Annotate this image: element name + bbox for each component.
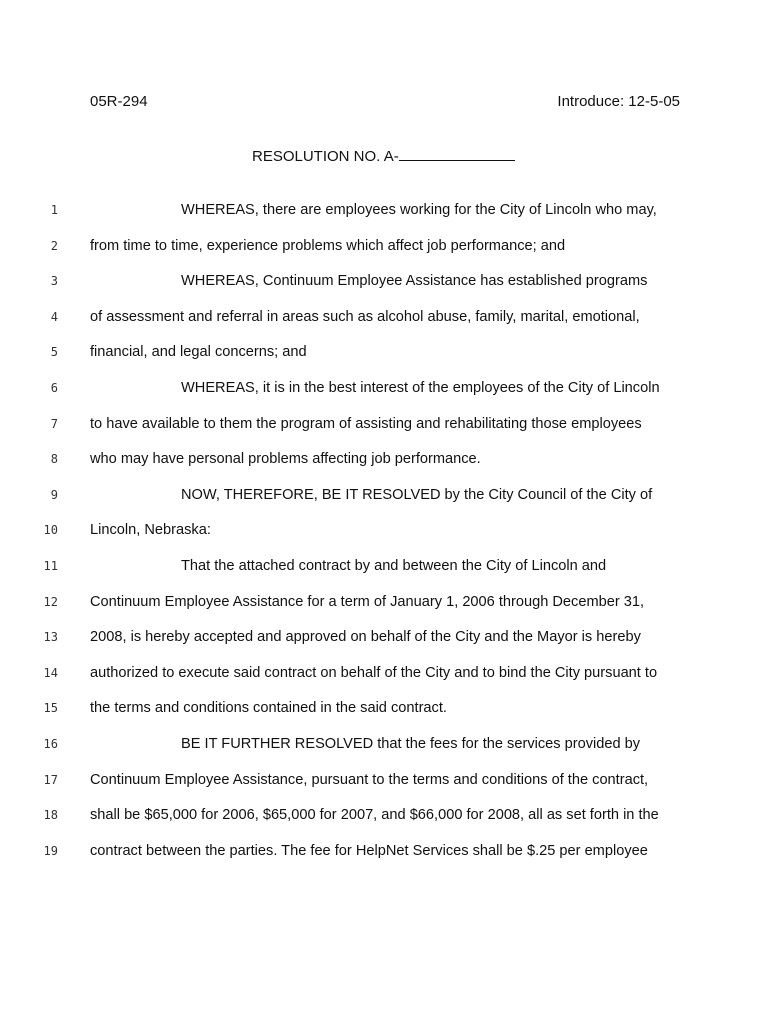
body-line <box>0 697 770 719</box>
body-line <box>0 235 770 257</box>
line-number: 18 <box>43 808 58 823</box>
line-text: from time to time, experience problems which affect job performance; and <box>90 237 566 254</box>
line-text: Lincoln, Nebraska: <box>90 522 211 539</box>
body-line <box>0 804 770 826</box>
line-number: 2 <box>50 238 58 253</box>
resolution-title <box>252 146 515 167</box>
line-number: 11 <box>43 559 58 573</box>
body-line <box>0 306 770 328</box>
line-number: 9 <box>50 487 58 502</box>
introduce-date: Introduce: 12-5-05 <box>557 93 680 110</box>
line-text: WHEREAS, Continuum Employee Assistance has established programs <box>181 273 648 290</box>
body-line <box>0 840 770 862</box>
line-text: WHEREAS, there are employees working for the City of Lincoln who may, <box>181 202 657 218</box>
body-line <box>0 199 770 221</box>
document-id: 05R-294 <box>90 93 148 110</box>
line-text: Continuum Employee Assistance for a term of January 1, 2006 through December 31, <box>90 593 645 610</box>
body-line <box>0 769 770 791</box>
body-line <box>0 626 770 648</box>
line-text: shall be $65,000 for 2006, $65,000 for 2007, and $66,000 for 2008, all as set forth in the <box>90 807 659 824</box>
line-number: 6 <box>50 381 58 395</box>
line-number: 17 <box>43 772 58 787</box>
line-number: 13 <box>43 630 58 645</box>
line-number: 1 <box>50 203 58 217</box>
line-text: BE IT FURTHER RESOLVED that the fees for the services provided by <box>181 736 641 752</box>
resolution-number-blank <box>399 146 515 161</box>
line-number: 7 <box>50 416 58 431</box>
line-text: financial, and legal concerns; and <box>90 344 307 361</box>
resolution-title-text: RESOLUTION NO. A- <box>252 148 399 165</box>
line-text: who may have personal problems affecting job performance. <box>90 451 481 468</box>
line-text: authorized to execute said contract on behalf of the City and to bind the City pursuant to <box>90 664 658 681</box>
body-line <box>0 448 770 470</box>
line-number: 15 <box>43 701 58 716</box>
line-number: 3 <box>50 274 58 289</box>
line-number: 8 <box>50 452 58 467</box>
body-line <box>0 662 770 684</box>
line-number: 5 <box>50 345 58 360</box>
line-number: 4 <box>50 309 58 324</box>
line-text: the terms and conditions contained in the said contract. <box>90 700 447 717</box>
line-text: to have available to them the program of assisting and rehabilitating those employees <box>90 415 642 432</box>
line-number: 16 <box>43 737 58 751</box>
line-text: WHEREAS, it is in the best interest of the employees of the City of Lincoln <box>181 380 660 396</box>
line-text: NOW, THEREFORE, BE IT RESOLVED by the City Council of the City of <box>181 486 653 503</box>
body-line <box>0 270 770 292</box>
body-line <box>0 377 770 399</box>
body-line <box>0 519 770 541</box>
line-text: of assessment and referral in areas such as alcohol abuse, family, marital, emotional, <box>90 308 640 325</box>
body-line <box>0 591 770 613</box>
line-text: Continuum Employee Assistance, pursuant to the terms and conditions of the contract, <box>90 771 649 788</box>
body-line <box>0 484 770 506</box>
line-number: 14 <box>43 665 58 680</box>
body-line <box>0 413 770 435</box>
line-text: 2008, is hereby accepted and approved on behalf of the City and the Mayor is hereby <box>90 629 641 646</box>
line-number: 12 <box>43 594 58 609</box>
body-line <box>0 341 770 363</box>
body-line <box>0 733 770 755</box>
line-text: contract between the parties. The fee for HelpNet Services shall be $.25 per employee <box>90 842 648 859</box>
body-line <box>0 555 770 577</box>
line-number: 19 <box>43 843 58 858</box>
line-text: That the attached contract by and between the City of Lincoln and <box>181 558 607 574</box>
line-number: 10 <box>43 523 58 538</box>
